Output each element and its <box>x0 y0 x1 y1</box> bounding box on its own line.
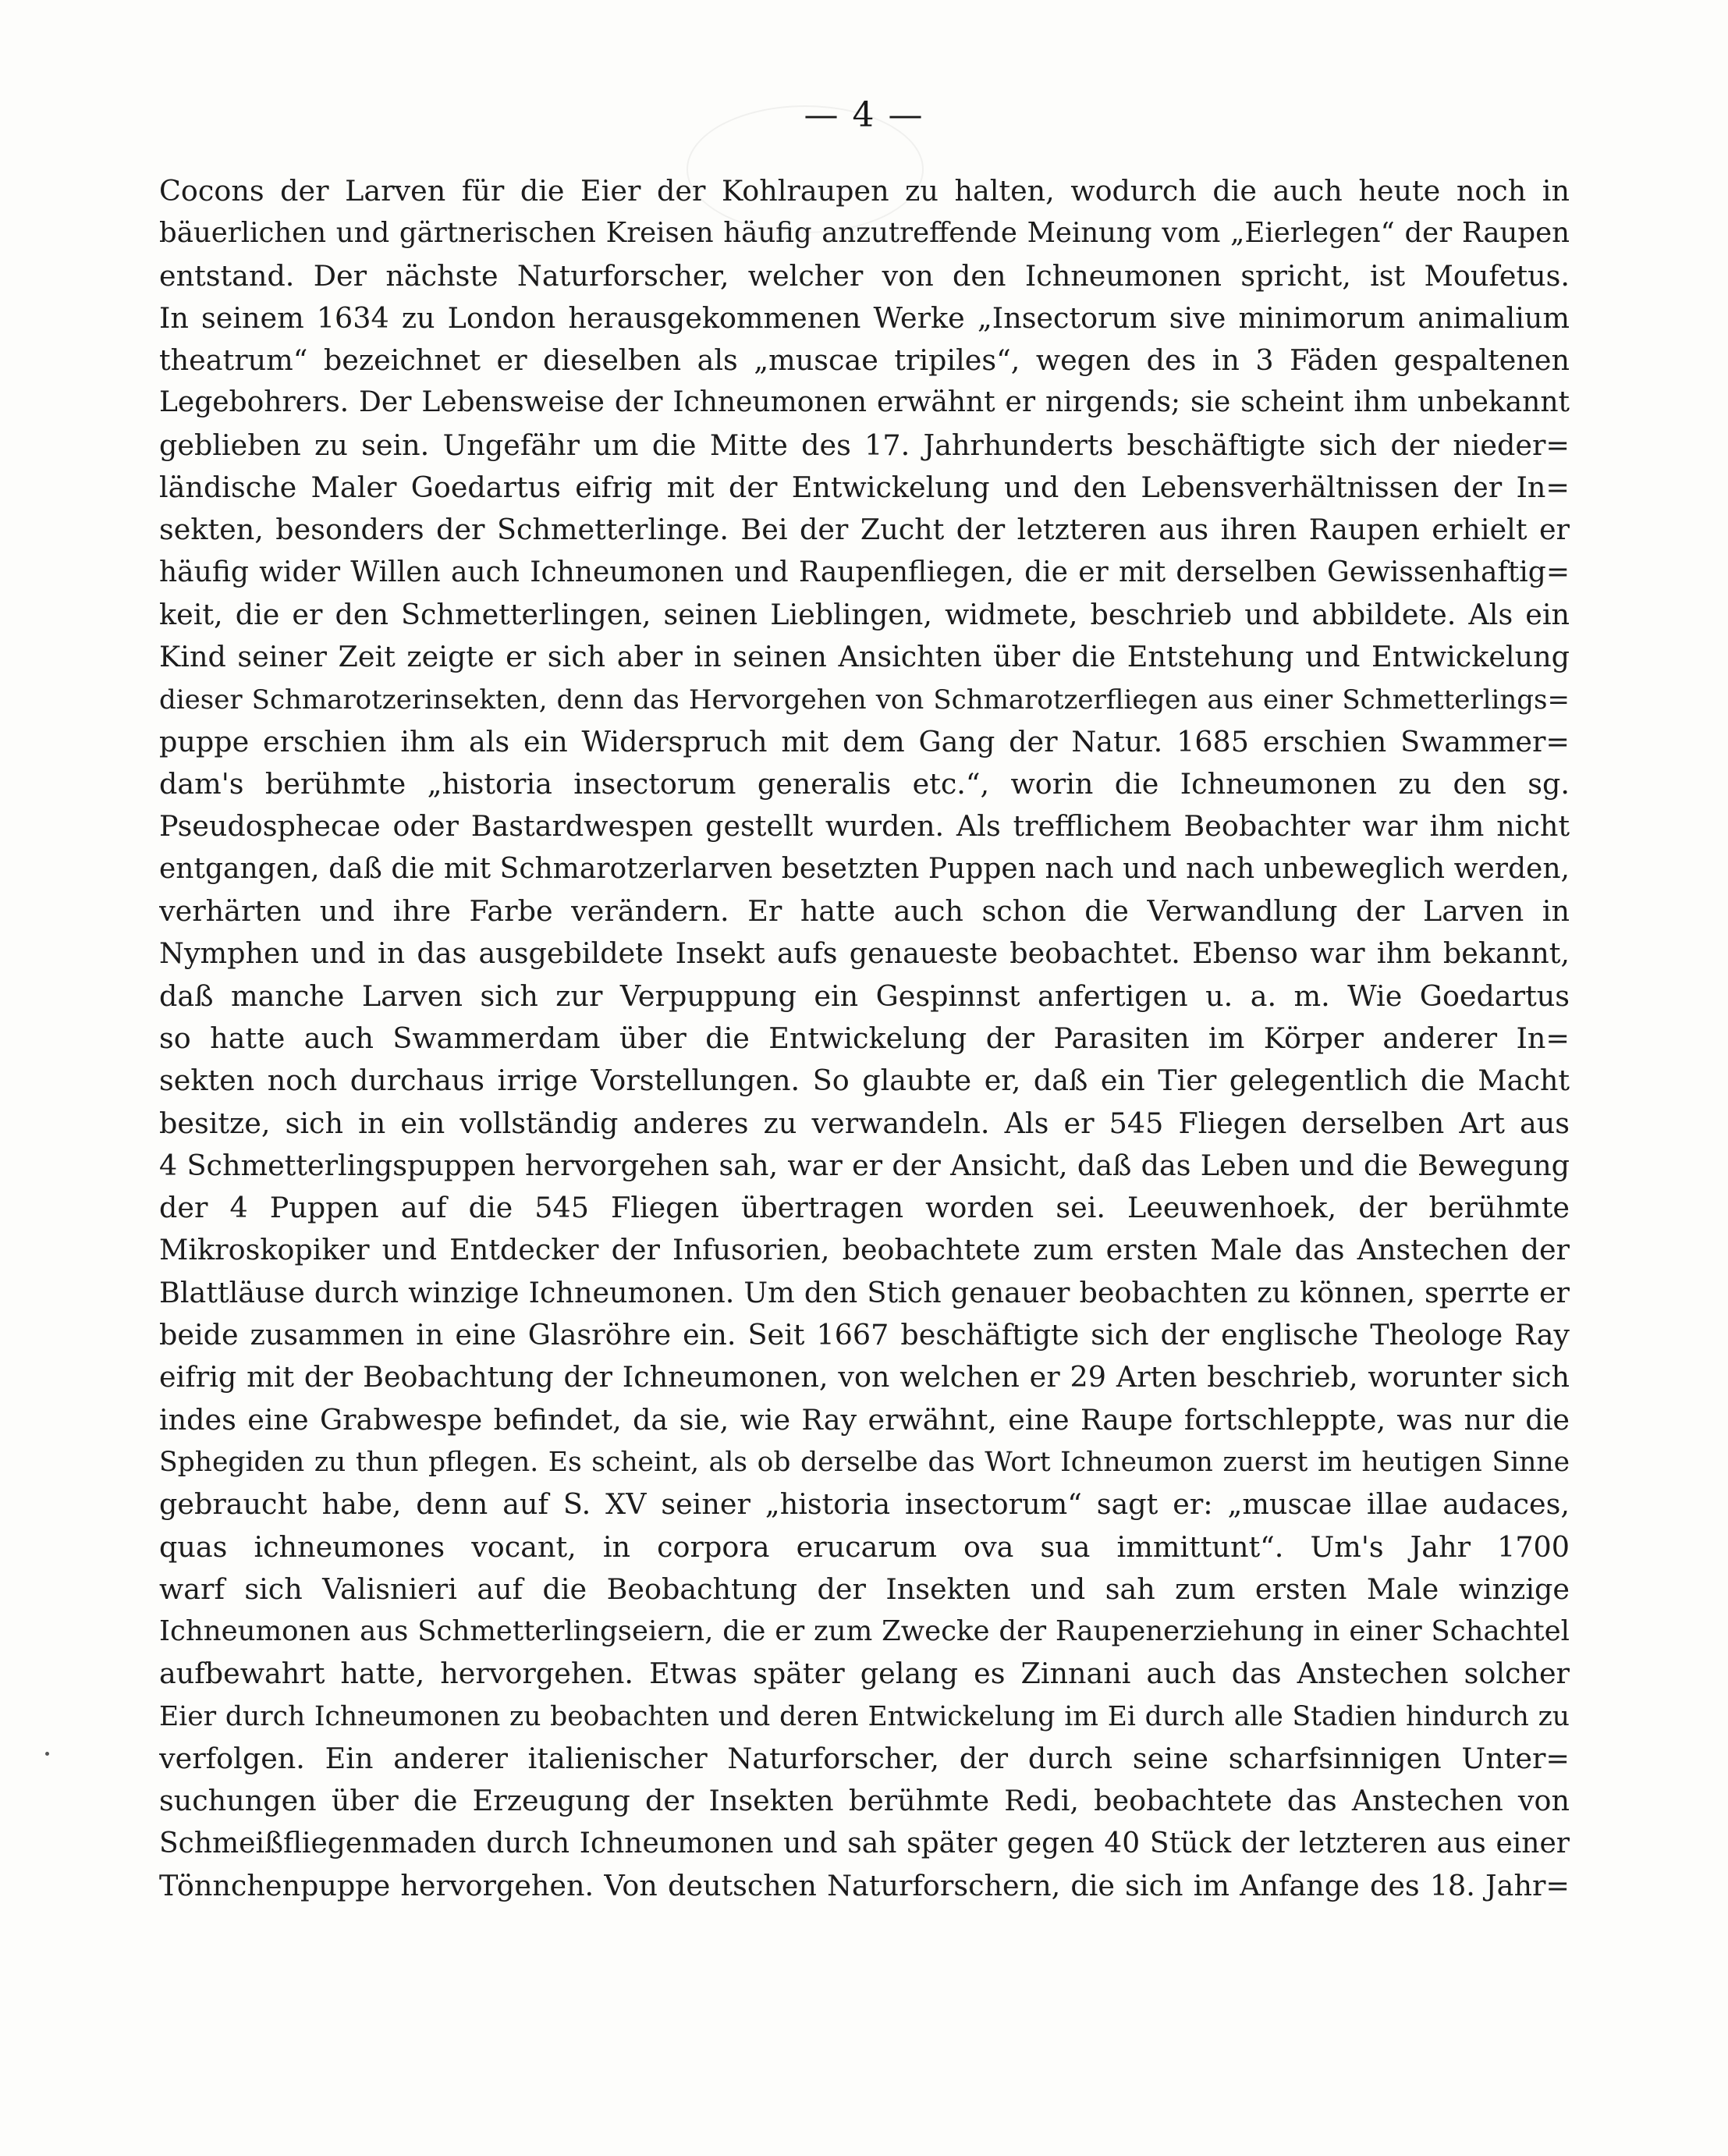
text-line: bäuerlichen und gärtnerischen Kreisen häufig anzutreffende Meinung vom „Eierlegen“ der Raupen <box>159 217 1570 250</box>
text-line: quas ichneumones vocant, in corpora erucarum ova sua immittunt“. Um's Jahr 1700 <box>159 1529 1570 1564</box>
text-line: entgangen, daß die mit Schmarotzerlarven besetzten Puppen nach und nach unbeweglich werden, <box>159 852 1570 885</box>
text-line: entstand. Der nächste Naturforscher, welcher von den Ichneumonen spricht, ist Moufetus. <box>159 258 1570 293</box>
text-line: verfolgen. Ein anderer italienischer Naturforscher, der durch seine scharfsinnigen Unter= <box>159 1741 1570 1775</box>
text-line: warf sich Valisnieri auf die Beobachtung der Insekten und sah zum ersten Male winzige <box>159 1572 1570 1606</box>
text-line: dam's berühmte „historia insectorum generalis etc.“, worin die Ichneumonen zu den sg. <box>159 767 1570 801</box>
text-line: sekten, besonders der Schmetterlinge. Bei der Zucht der letzteren aus ihren Raupen erhielt er <box>159 513 1570 547</box>
text-line: sekten noch durchaus irrige Vorstellungen. So glaubte er, daß ein Tier gelegentlich die Macht <box>159 1064 1570 1098</box>
text-line: Cocons der Larven für die Eier der Kohlraupen zu halten, wodurch die auch heute noch in <box>159 174 1570 208</box>
text-line: Blattläuse durch winzige Ichneumonen. Um den Stich genauer beobachten zu können, sperrte er <box>159 1275 1570 1309</box>
text-line: Sphegiden zu thun pflegen. Es scheint, als ob derselbe das Wort Ichneumon zuerst im heutigen Sinne <box>159 1446 1570 1478</box>
text-line: 4 Schmetterlingspuppen hervorgehen sah, war er der Ansicht, daß das Leben und die Bewegung <box>159 1148 1570 1182</box>
text-line: Tönnchenpuppe hervorgehen. Von deutschen Naturforschern, die sich im Anfange des 18. Jahr= <box>159 1868 1570 1902</box>
text-line: Kind seiner Zeit zeigte er sich aber in seinen Ansichten über die Entstehung und Entwickelung <box>159 640 1570 674</box>
text-line: geblieben zu sein. Ungefähr um die Mitte des 17. Jahrhunderts beschäftigte sich der nieder= <box>159 428 1570 462</box>
body-text <box>159 170 1570 1907</box>
text-line: gebraucht habe, denn auf S. XV seiner „historia insectorum“ sagt er: „muscae illae audaces, <box>159 1487 1570 1522</box>
text-line: Legebohrers. Der Lebensweise der Ichneumonen erwähnt er nirgends; sie scheint ihm unbekannt <box>159 386 1570 419</box>
text-line: ländische Maler Goedartus eifrig mit der Entwickelung und den Lebensverhältnissen der In= <box>159 471 1570 505</box>
text-line: Eier durch Ichneumonen zu beobachten und deren Entwickelung im Ei durch alle Stadien hindurch zu <box>159 1700 1570 1732</box>
text-line: In seinem 1634 zu London herausgekommenen Werke „Insectorum sive minimorum animalium <box>159 300 1570 335</box>
text-line: indes eine Grabwespe befindet, da sie, wie Ray erwähnt, eine Raupe fortschleppte, was nur die <box>159 1402 1570 1437</box>
text-line: Ichneumonen aus Schmetterlingseiern, die er zum Zwecke der Raupenerziehung in einer Schachtel <box>159 1615 1570 1648</box>
text-line: puppe erschien ihm als ein Widerspruch mit dem Gang der Natur. 1685 erschien Swammer= <box>159 724 1570 758</box>
text-line: beide zusammen in eine Glasröhre ein. Seit 1667 beschäftigte sich der englische Theologe Ray <box>159 1318 1570 1352</box>
text-line: Pseudosphecae oder Bastardwespen gestellt wurden. Als trefflichem Beobachter war ihm nicht <box>159 809 1570 844</box>
text-line: keit, die er den Schmetterlingen, seinen Lieblingen, widmete, beschrieb und abbildete. Als ein <box>159 597 1570 631</box>
text-line: so hatte auch Swammerdam über die Entwickelung der Parasiten im Körper anderer In= <box>159 1021 1570 1055</box>
text-line: häufig wider Willen auch Ichneumonen und Raupenfliegen, die er mit derselben Gewissenhaftig= <box>159 556 1570 588</box>
text-line: verhärten und ihre Farbe verändern. Er hatte auch schon die Verwandlung der Larven in <box>159 894 1570 929</box>
text-line: besitze, sich in ein vollständig anderes zu verwandeln. Als er 545 Fliegen derselben Art aus <box>159 1106 1570 1140</box>
ink-speck <box>45 1752 49 1756</box>
text-line: eifrig mit der Beobachtung der Ichneumonen, von welchen er 29 Arten beschrieb, worunter sich <box>159 1360 1570 1394</box>
text-line: theatrum“ bezeichnet er dieselben als „muscae tripiles“, wegen des in 3 Fäden gespaltenen <box>159 343 1570 378</box>
text-line: daß manche Larven sich zur Verpuppung ein Gespinnst anfertigen u. a. m. Wie Goedartus <box>159 979 1570 1013</box>
text-line: der 4 Puppen auf die 545 Fliegen übertragen worden sei. Leeuwenhoek, der berühmte <box>159 1191 1570 1225</box>
text-line: suchungen über die Erzeugung der Insekten berühmte Redi, beobachtete das Anstechen von <box>159 1784 1570 1818</box>
text-line: dieser Schmarotzerinsekten, denn das Hervorgehen von Schmarotzerfliegen aus einer Schmetterlings= <box>159 684 1570 716</box>
text-line: aufbewahrt hatte, hervorgehen. Etwas später gelang es Zinnani auch das Anstechen solcher <box>159 1657 1570 1691</box>
text-line: Schmeißfliegenmaden durch Ichneumonen und sah später gegen 40 Stück der letzteren aus einer <box>159 1827 1570 1859</box>
text-line: Nymphen und in das ausgebildete Insekt aufs genaueste beobachtet. Ebenso war ihm bekannt, <box>159 936 1570 971</box>
text-line: Mikroskopiker und Entdecker der Infusorien, beobachtete zum ersten Male das Anstechen der <box>159 1233 1570 1267</box>
page-number: — 4 — <box>804 95 924 135</box>
